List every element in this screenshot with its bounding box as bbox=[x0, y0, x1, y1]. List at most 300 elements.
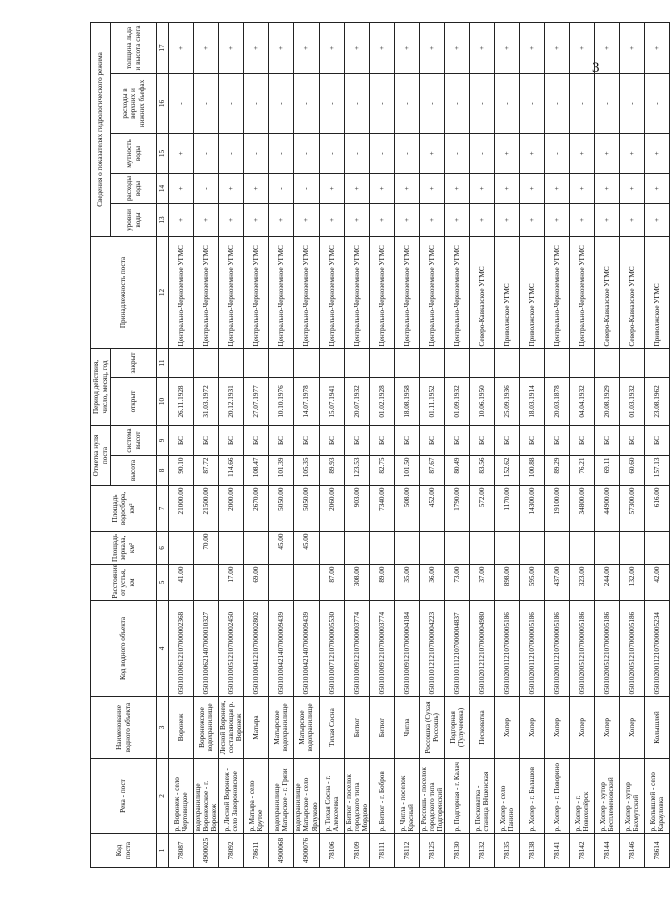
cell-reservoir-flows: - bbox=[644, 73, 669, 133]
cell-post-code: 78141 bbox=[544, 834, 569, 868]
cell-basin-area: 21000.00 bbox=[169, 486, 194, 532]
cell-reservoir-flows: - bbox=[294, 73, 319, 133]
table-row bbox=[344, 22, 369, 867]
cell-mirror-area bbox=[244, 532, 269, 565]
cell-object-code: 05010100412107000002802 bbox=[244, 601, 269, 697]
cell-river-post: р. Битюг - г. Бобров bbox=[369, 759, 394, 834]
cell-ice: + bbox=[569, 22, 594, 73]
cell-object-name: Подгорная (Тулучеевка) bbox=[444, 697, 469, 759]
cell-river-post: р. Тихая Сосна - г. Алексеевка bbox=[319, 759, 344, 834]
cell-object-name: Хопер bbox=[544, 697, 569, 759]
cell-object-code: 05010100621407000010327 bbox=[194, 601, 219, 697]
cell-post-code: 78087 bbox=[169, 834, 194, 868]
cell-mirror-area bbox=[369, 532, 394, 565]
cell-zero-height: 87.72 bbox=[194, 456, 219, 486]
header-turbidity: мутность воды bbox=[111, 133, 157, 173]
column-number: 13 bbox=[157, 203, 169, 236]
cell-zero-height: 87.67 bbox=[419, 456, 444, 486]
cell-open-date: 25.09.1936 bbox=[494, 378, 519, 426]
cell-close-date bbox=[519, 348, 544, 377]
cell-height-system: БС bbox=[169, 426, 194, 456]
cell-open-date: 15.07.1941 bbox=[319, 378, 344, 426]
column-number: 8 bbox=[157, 456, 169, 486]
cell-distance: 36.00 bbox=[419, 565, 444, 601]
cell-reservoir-flows: - bbox=[369, 73, 394, 133]
cell-basin-area: 7340.00 bbox=[369, 486, 394, 532]
cell-turbidity: - bbox=[319, 133, 344, 173]
header-regime: Сведения о показателях гидрологического режима bbox=[91, 22, 111, 236]
cell-basin-area: 21500.00 bbox=[194, 486, 219, 532]
cell-distance: 73.00 bbox=[444, 565, 469, 601]
cell-object-code: 05010100421407000009439 bbox=[269, 601, 294, 697]
cell-object-name: Колышлей bbox=[644, 697, 669, 759]
cell-height-system: БС bbox=[644, 426, 669, 456]
cell-close-date bbox=[219, 348, 244, 377]
cell-object-name: Песковатка bbox=[469, 697, 494, 759]
cell-flows: + bbox=[569, 173, 594, 203]
cell-ice: + bbox=[419, 22, 444, 73]
cell-height-system: БС bbox=[369, 426, 394, 456]
cell-object-code: 05010100912107000004184 bbox=[394, 601, 419, 697]
header-open: открыт bbox=[111, 378, 157, 426]
cell-river-post: р. Россошь - поселок городского типа Подгоренский bbox=[419, 759, 444, 834]
cell-object-name: Лесной Воронеж, составляющая р. Воронеж bbox=[219, 697, 244, 759]
cell-flows: + bbox=[444, 173, 469, 203]
cell-height-system: БС bbox=[419, 426, 444, 456]
cell-height-system: БС bbox=[294, 426, 319, 456]
cell-river-post: водохранилище Матырское - село Ярлуково bbox=[294, 759, 319, 834]
cell-turbidity: - bbox=[544, 133, 569, 173]
cell-mirror-area bbox=[644, 532, 669, 565]
cell-flows: + bbox=[519, 173, 544, 203]
cell-reservoir-flows: - bbox=[244, 73, 269, 133]
header-distance: Расстояние от устья, км bbox=[91, 565, 157, 601]
hydro-posts-table bbox=[90, 22, 670, 868]
cell-height-system: БС bbox=[344, 426, 369, 456]
header-ice: толщина льда и высота снега bbox=[111, 22, 157, 73]
cell-reservoir-flows: - bbox=[169, 73, 194, 133]
cell-flows: + bbox=[544, 173, 569, 203]
cell-height-system: БС bbox=[519, 426, 544, 456]
cell-open-date: 23.08.1962 bbox=[644, 378, 669, 426]
column-number: 15 bbox=[157, 133, 169, 173]
cell-ice: + bbox=[244, 22, 269, 73]
cell-distance: 17.00 bbox=[219, 565, 244, 601]
cell-post-code: 4900076 bbox=[294, 834, 319, 868]
table-row bbox=[169, 22, 194, 867]
cell-close-date bbox=[544, 348, 569, 377]
cell-reservoir-flows: - bbox=[319, 73, 344, 133]
table-row bbox=[644, 22, 669, 867]
cell-owner: Центрально-Черноземное УГМС bbox=[194, 236, 219, 348]
cell-zero-height: 80.49 bbox=[444, 456, 469, 486]
cell-turbidity: - bbox=[244, 133, 269, 173]
cell-owner: Центрально-Черноземное УГМС bbox=[294, 236, 319, 348]
header-system: система высот bbox=[111, 426, 157, 456]
cell-flows: + bbox=[419, 173, 444, 203]
cell-reservoir-flows: - bbox=[269, 73, 294, 133]
cell-object-name: Матырское водохранилище bbox=[269, 697, 294, 759]
cell-river-post: р. Хопер - хутор Бесплеменовский bbox=[594, 759, 619, 834]
cell-flows: + bbox=[169, 173, 194, 203]
cell-object-code: 05010200112107000005186 bbox=[544, 601, 569, 697]
cell-object-name: Чигла bbox=[394, 697, 419, 759]
header-close: закрыт bbox=[111, 348, 157, 377]
cell-object-code: 05010100712107000005530 bbox=[319, 601, 344, 697]
cell-close-date bbox=[419, 348, 444, 377]
cell-height-system: БС bbox=[469, 426, 494, 456]
cell-river-post: р. Битюг - поселок городского типа Мордово bbox=[344, 759, 369, 834]
cell-height-system: БС bbox=[544, 426, 569, 456]
column-number: 7 bbox=[157, 486, 169, 532]
table-row bbox=[569, 22, 594, 867]
cell-basin-area: 508.00 bbox=[394, 486, 419, 532]
cell-flows: + bbox=[594, 173, 619, 203]
cell-mirror-area: 70.00 bbox=[194, 532, 219, 565]
cell-ice: + bbox=[394, 22, 419, 73]
cell-basin-area: 5050.00 bbox=[269, 486, 294, 532]
cell-flows: + bbox=[469, 173, 494, 203]
cell-mirror-area bbox=[544, 532, 569, 565]
header-zero-mark: Отметка нуля поста bbox=[91, 426, 111, 486]
cell-levels: + bbox=[319, 203, 344, 236]
cell-turbidity: + bbox=[494, 133, 519, 173]
cell-basin-area: 34800.00 bbox=[569, 486, 594, 532]
cell-owner: Центрально-Черноземное УГМС bbox=[544, 236, 569, 348]
cell-basin-area: 57300.00 bbox=[619, 486, 644, 532]
header-flows: расходы воды bbox=[111, 173, 157, 203]
cell-river-post: р. Лесной Воронеж - село Завороновское bbox=[219, 759, 244, 834]
cell-levels: + bbox=[419, 203, 444, 236]
cell-post-code: 78106 bbox=[319, 834, 344, 868]
cell-ice: + bbox=[594, 22, 619, 73]
cell-river-post: р. Чигла - поселок Красный bbox=[394, 759, 419, 834]
cell-height-system: БС bbox=[269, 426, 294, 456]
cell-basin-area: 5050.00 bbox=[294, 486, 319, 532]
cell-owner: Северо-Кавказское УГМС bbox=[594, 236, 619, 348]
cell-post-code: 78092 bbox=[219, 834, 244, 868]
table-row bbox=[219, 22, 244, 867]
cell-open-date: 20.03.1878 bbox=[544, 378, 569, 426]
cell-turbidity: - bbox=[394, 133, 419, 173]
column-number: 3 bbox=[157, 697, 169, 759]
cell-ice: + bbox=[344, 22, 369, 73]
cell-mirror-area bbox=[594, 532, 619, 565]
cell-levels: + bbox=[244, 203, 269, 236]
table-row bbox=[419, 22, 444, 867]
cell-post-code: 78144 bbox=[594, 834, 619, 868]
cell-owner: Приволжское УГМС bbox=[644, 236, 669, 348]
cell-object-name: Матырское водохранилище bbox=[294, 697, 319, 759]
cell-close-date bbox=[394, 348, 419, 377]
column-number: 1 bbox=[157, 834, 169, 868]
cell-distance: 437.00 bbox=[544, 565, 569, 601]
header-object-code: Код водного объекта bbox=[91, 601, 157, 697]
cell-levels: + bbox=[619, 203, 644, 236]
cell-zero-height: 105.35 bbox=[294, 456, 319, 486]
column-number: 9 bbox=[157, 426, 169, 456]
cell-distance: 37.00 bbox=[469, 565, 494, 601]
header-basin-area: Площадь водосбора, км² bbox=[91, 486, 157, 532]
header-object-name: Наименование водного объекта bbox=[91, 697, 157, 759]
cell-distance: 35.00 bbox=[394, 565, 419, 601]
cell-height-system: БС bbox=[319, 426, 344, 456]
cell-zero-height: 100.88 bbox=[519, 456, 544, 486]
cell-mirror-area bbox=[444, 532, 469, 565]
cell-object-name: Битюг bbox=[369, 697, 394, 759]
rotated-table-wrapper bbox=[90, 23, 665, 868]
cell-owner: Северо-Кавказское УГМС bbox=[619, 236, 644, 348]
cell-reservoir-flows: - bbox=[494, 73, 519, 133]
cell-owner: Центрально-Черноземное УГМС bbox=[344, 236, 369, 348]
cell-open-date: 18.03.1914 bbox=[519, 378, 544, 426]
cell-reservoir-flows: - bbox=[394, 73, 419, 133]
cell-owner: Центрально-Черноземное УГМС bbox=[269, 236, 294, 348]
cell-zero-height: 101.39 bbox=[269, 456, 294, 486]
column-number: 17 bbox=[157, 22, 169, 73]
cell-owner: Северо-Кавказское УГМС bbox=[469, 236, 494, 348]
cell-levels: + bbox=[469, 203, 494, 236]
cell-levels: + bbox=[269, 203, 294, 236]
cell-levels: + bbox=[444, 203, 469, 236]
column-number: 11 bbox=[157, 348, 169, 377]
cell-flows: - bbox=[269, 173, 294, 203]
cell-close-date bbox=[294, 348, 319, 377]
cell-zero-height: 157.13 bbox=[644, 456, 669, 486]
cell-river-post: водохранилище Воронежское - г. Воронеж bbox=[194, 759, 219, 834]
cell-open-date: 01.11.1952 bbox=[419, 378, 444, 426]
cell-zero-height: 123.53 bbox=[344, 456, 369, 486]
cell-reservoir-flows: - bbox=[544, 73, 569, 133]
cell-object-name: Хопер bbox=[619, 697, 644, 759]
cell-zero-height: 101.50 bbox=[394, 456, 419, 486]
cell-basin-area: 616.00 bbox=[644, 486, 669, 532]
cell-post-code: 78146 bbox=[619, 834, 644, 868]
cell-zero-height: 90.10 bbox=[169, 456, 194, 486]
cell-ice: + bbox=[194, 22, 219, 73]
cell-close-date bbox=[494, 348, 519, 377]
cell-object-code: 05010100912107000003774 bbox=[344, 601, 369, 697]
cell-zero-height: 108.47 bbox=[244, 456, 269, 486]
cell-basin-area: 2670.00 bbox=[244, 486, 269, 532]
cell-levels: + bbox=[494, 203, 519, 236]
cell-ice: + bbox=[169, 22, 194, 73]
table-row bbox=[294, 22, 319, 867]
cell-turbidity: - bbox=[369, 133, 394, 173]
cell-owner: Приволжское УГМС bbox=[519, 236, 544, 348]
cell-reservoir-flows: - bbox=[194, 73, 219, 133]
cell-height-system: БС bbox=[569, 426, 594, 456]
cell-basin-area: 2000.00 bbox=[219, 486, 244, 532]
cell-height-system: БС bbox=[219, 426, 244, 456]
cell-levels: + bbox=[194, 203, 219, 236]
cell-mirror-area bbox=[519, 532, 544, 565]
cell-close-date bbox=[469, 348, 494, 377]
cell-object-code: 05010100421407000009439 bbox=[294, 601, 319, 697]
table-row bbox=[619, 22, 644, 867]
cell-height-system: БС bbox=[444, 426, 469, 456]
cell-mirror-area bbox=[419, 532, 444, 565]
cell-owner: Центрально-Черноземное УГМС bbox=[369, 236, 394, 348]
cell-owner: Центрально-Черноземное УГМС bbox=[444, 236, 469, 348]
cell-flows: + bbox=[644, 173, 669, 203]
cell-distance: 595.00 bbox=[519, 565, 544, 601]
cell-reservoir-flows: - bbox=[444, 73, 469, 133]
table-row bbox=[244, 22, 269, 867]
cell-levels: + bbox=[519, 203, 544, 236]
cell-flows: + bbox=[494, 173, 519, 203]
cell-distance: 87.00 bbox=[319, 565, 344, 601]
cell-mirror-area bbox=[619, 532, 644, 565]
cell-river-post: р. Подгорная - г. Калач bbox=[444, 759, 469, 834]
cell-zero-height: 69.11 bbox=[594, 456, 619, 486]
cell-zero-height: 114.66 bbox=[219, 456, 244, 486]
table-row bbox=[394, 22, 419, 867]
cell-turbidity: + bbox=[519, 133, 544, 173]
cell-levels: + bbox=[594, 203, 619, 236]
cell-flows: + bbox=[319, 173, 344, 203]
cell-object-code: 05010101112107000004837 bbox=[444, 601, 469, 697]
cell-object-name: Россошка (Сухая Россошь) bbox=[419, 697, 444, 759]
cell-owner: Центрально-Черноземное УГМС bbox=[169, 236, 194, 348]
cell-open-date: 27.07.1977 bbox=[244, 378, 269, 426]
cell-close-date bbox=[169, 348, 194, 377]
cell-ice: + bbox=[269, 22, 294, 73]
cell-open-date: 10.06.1950 bbox=[469, 378, 494, 426]
cell-levels: + bbox=[394, 203, 419, 236]
cell-basin-area: 2060.00 bbox=[319, 486, 344, 532]
cell-distance: 244.00 bbox=[594, 565, 619, 601]
cell-levels: + bbox=[644, 203, 669, 236]
column-number: 12 bbox=[157, 236, 169, 348]
cell-mirror-area bbox=[319, 532, 344, 565]
cell-flows: - bbox=[294, 173, 319, 203]
cell-open-date: 31.03.1972 bbox=[194, 378, 219, 426]
cell-mirror-area bbox=[344, 532, 369, 565]
cell-object-code: 05010200112107000005186 bbox=[519, 601, 544, 697]
cell-open-date: 18.08.1958 bbox=[394, 378, 419, 426]
cell-object-code: 05010200512107000005186 bbox=[569, 601, 594, 697]
cell-object-name: Хопер bbox=[569, 697, 594, 759]
cell-distance: 89.00 bbox=[369, 565, 394, 601]
cell-close-date bbox=[444, 348, 469, 377]
cell-owner: Центрально-Черноземное УГМС bbox=[569, 236, 594, 348]
cell-object-code: 05010101212107000004223 bbox=[419, 601, 444, 697]
table-row bbox=[469, 22, 494, 867]
cell-turbidity: - bbox=[219, 133, 244, 173]
cell-reservoir-flows: - bbox=[619, 73, 644, 133]
column-number: 16 bbox=[157, 73, 169, 133]
cell-zero-height: 152.62 bbox=[494, 456, 519, 486]
cell-post-code: 78138 bbox=[519, 834, 544, 868]
cell-post-code: 78135 bbox=[494, 834, 519, 868]
cell-flows: + bbox=[619, 173, 644, 203]
cell-reservoir-flows: - bbox=[344, 73, 369, 133]
cell-close-date bbox=[269, 348, 294, 377]
cell-close-date bbox=[619, 348, 644, 377]
cell-ice: + bbox=[219, 22, 244, 73]
cell-object-code: 05010200512107000005186 bbox=[619, 601, 644, 697]
table-body bbox=[169, 22, 670, 867]
cell-object-code: 05010100512107000002450 bbox=[219, 601, 244, 697]
header-mirror-area: Площадь зеркала, км² bbox=[91, 532, 157, 565]
cell-close-date bbox=[344, 348, 369, 377]
cell-height-system: БС bbox=[619, 426, 644, 456]
cell-turbidity: - bbox=[344, 133, 369, 173]
cell-object-code: 05010200112107000005186 bbox=[494, 601, 519, 697]
table-row bbox=[319, 22, 344, 867]
cell-open-date: 20.12.1931 bbox=[219, 378, 244, 426]
cell-zero-height: 76.21 bbox=[569, 456, 594, 486]
header-height: высота bbox=[111, 456, 157, 486]
cell-zero-height: 83.56 bbox=[469, 456, 494, 486]
cell-basin-area: 903.00 bbox=[344, 486, 369, 532]
cell-mirror-area: 45.00 bbox=[269, 532, 294, 565]
cell-object-name: Битюг bbox=[344, 697, 369, 759]
cell-reservoir-flows: - bbox=[569, 73, 594, 133]
cell-river-post: р. Воронеж - село Чертовицкое bbox=[169, 759, 194, 834]
cell-mirror-area bbox=[569, 532, 594, 565]
cell-object-name: Хопер bbox=[494, 697, 519, 759]
page-number: 3 bbox=[592, 60, 600, 76]
cell-distance: 42.00 bbox=[644, 565, 669, 601]
cell-turbidity: + bbox=[594, 133, 619, 173]
cell-zero-height: 89.29 bbox=[544, 456, 569, 486]
cell-turbidity: - bbox=[269, 133, 294, 173]
cell-distance: 898.00 bbox=[494, 565, 519, 601]
header-river-post: Река - пост bbox=[91, 759, 157, 834]
cell-height-system: БС bbox=[194, 426, 219, 456]
cell-distance: 69.00 bbox=[244, 565, 269, 601]
cell-turbidity: - bbox=[194, 133, 219, 173]
column-number: 10 bbox=[157, 378, 169, 426]
table-row bbox=[369, 22, 394, 867]
cell-levels: + bbox=[169, 203, 194, 236]
cell-distance bbox=[194, 565, 219, 601]
cell-open-date: 01.09.1932 bbox=[444, 378, 469, 426]
cell-turbidity: + bbox=[419, 133, 444, 173]
column-number: 14 bbox=[157, 173, 169, 203]
cell-open-date: 20.07.1932 bbox=[344, 378, 369, 426]
cell-post-code: 78132 bbox=[469, 834, 494, 868]
cell-ice: + bbox=[619, 22, 644, 73]
cell-open-date: 01.02.1928 bbox=[369, 378, 394, 426]
cell-height-system: БС bbox=[244, 426, 269, 456]
cell-distance bbox=[294, 565, 319, 601]
cell-object-name: Воронеж bbox=[169, 697, 194, 759]
header-code: Код поста bbox=[91, 834, 157, 868]
cell-mirror-area bbox=[219, 532, 244, 565]
cell-object-name: Тихая Сосна bbox=[319, 697, 344, 759]
header-reservoir-flows: расходы в верхних и нижних бьефах bbox=[111, 73, 157, 133]
cell-turbidity: - bbox=[294, 133, 319, 173]
cell-zero-height: 89.93 bbox=[319, 456, 344, 486]
cell-ice: + bbox=[494, 22, 519, 73]
cell-ice: + bbox=[544, 22, 569, 73]
cell-close-date bbox=[194, 348, 219, 377]
cell-river-post: р. Хопер - г. Новохопёрск bbox=[569, 759, 594, 834]
cell-owner: Центрально-Черноземное УГМС bbox=[419, 236, 444, 348]
cell-distance: 41.00 bbox=[169, 565, 194, 601]
cell-levels: + bbox=[219, 203, 244, 236]
cell-levels: + bbox=[294, 203, 319, 236]
table-row bbox=[494, 22, 519, 867]
cell-reservoir-flows: - bbox=[219, 73, 244, 133]
cell-post-code: 78130 bbox=[444, 834, 469, 868]
cell-open-date: 20.08.1929 bbox=[594, 378, 619, 426]
cell-reservoir-flows: - bbox=[594, 73, 619, 133]
cell-post-code: 4900025 bbox=[194, 834, 219, 868]
